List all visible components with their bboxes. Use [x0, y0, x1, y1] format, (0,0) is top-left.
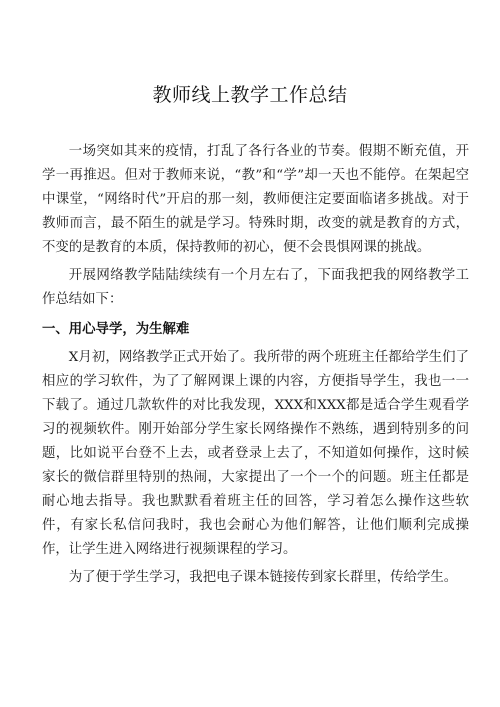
section-paragraph: X月初，网络教学正式开始了。我所带的两个班班主任都给学生们了相应的学习软件，为了了解网课上课的内容，方便指导学生，我也一一下载了。通过几款软件的对比我发现，XXX和XXX都是适合学生观看学习的视频软件。刚开始部分学生家长网络操作不熟练，遇到特别多的问题，比如说平台登不上去，或者登录上去了，不知道如何操作，这时候家长的微信群里特别的热闹，大家提出了一个一个的问题。班主任都是耐心地去指导。我也默默看着班主任的回答，学习着怎么操作这些软件，有家长私信问我时，我也会耐心为他们解答，让他们顺利完成操作，让学生进入网络进行视频课程的学习。: [42, 350, 469, 557]
section-heading: 一、用心导学，为生解难: [42, 322, 190, 337]
summary-intro-paragraph: 开展网络教学陆陆续续有一个月左右了，下面我把我的网络教学工作总结如下：: [42, 268, 469, 307]
document-title: 教师线上教学工作总结: [152, 84, 348, 106]
intro-paragraph: 一场突如其来的疫情，打乱了各行各业的节奏。假期不断充值，开学一再推迟。但对于教师来说，“教”和“学”却一天也不能停。在架起空中课堂，“网络时代”开启的那一刻，教师便注定要面临诸多挑战。对于教师而言，最不陌生的就是学习。特殊时期，改变的就是教育的方式，不变的是教育的本质，保持教师的初心，便不会畏惧网课的挑战。: [42, 144, 469, 255]
section-paragraph: 为了便于学生学习，我把电子课本链接传到家长群里，传给学生。: [68, 570, 458, 585]
document-body: [42, 140, 469, 590]
